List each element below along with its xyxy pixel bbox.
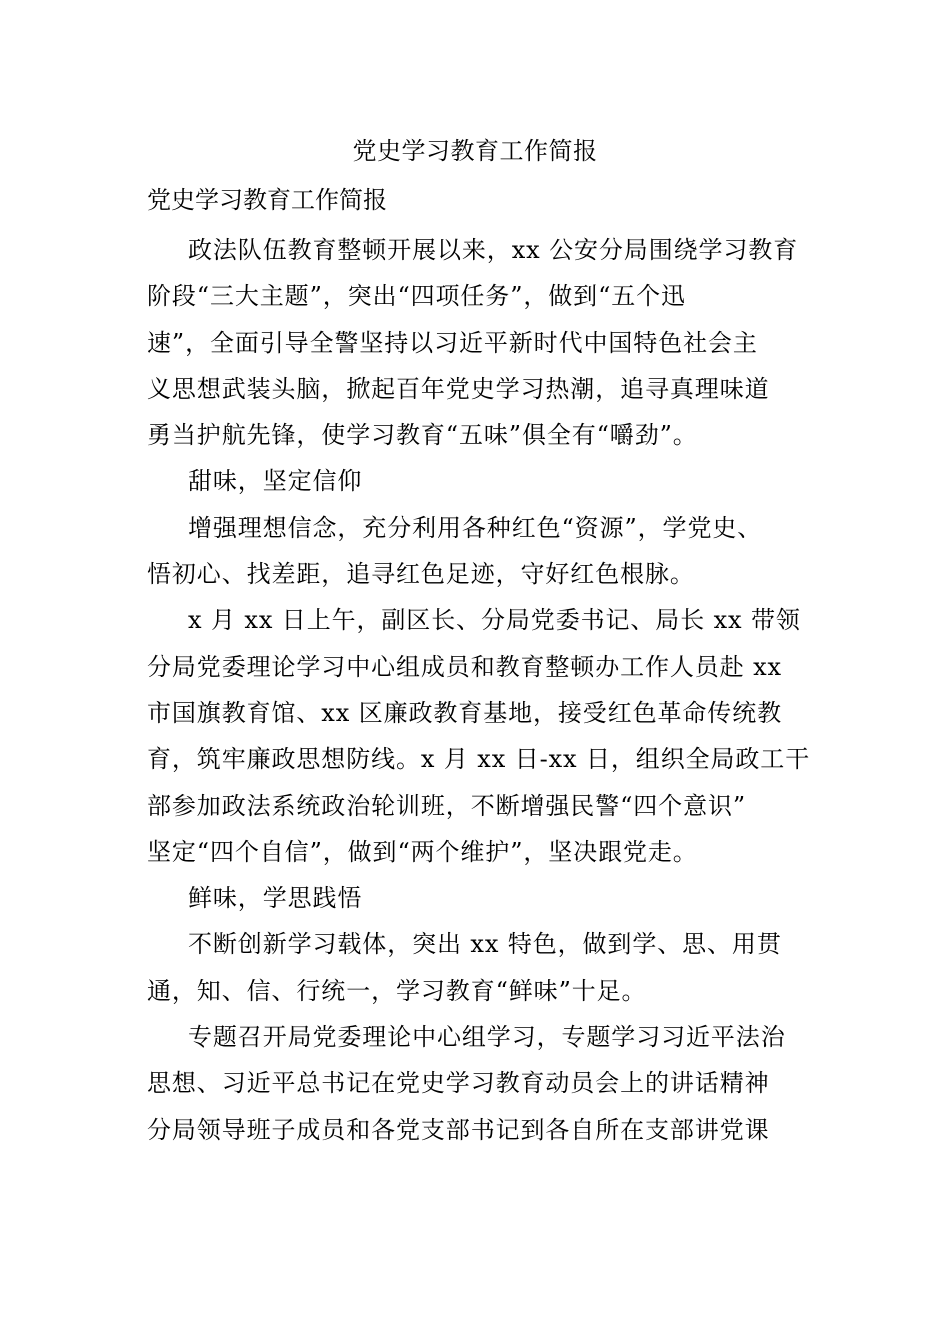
body-line: 分局领导班子成员和各党支部书记到各自所在支部讲党课 (147, 1115, 770, 1144)
body-line: 坚定“四个自信”，做到“两个维护”，坚决跟党走。 (147, 837, 698, 866)
body-line: 育，筑牢廉政思想防线。x 月 xx 日-xx 日，组织全局政工干 (147, 745, 811, 774)
body-line: 甜味，坚定信仰 (188, 467, 363, 496)
document-subtitle: 党史学习教育工作简报 (147, 186, 387, 214)
body-line: 悟初心、找差距，追寻红色足迹，守好红色根脉。 (147, 560, 695, 589)
body-line: 勇当护航先锋，使学习教育“五味”俱全有“嚼劲”。 (147, 421, 698, 450)
document-body (147, 230, 812, 1156)
body-line: 增强理想信念，充分利用各种红色“资源”，学党史、 (188, 513, 763, 542)
document-title: 党史学习教育工作简报 (352, 137, 598, 165)
body-line: x 月 xx 日上午，副区长、分局党委书记、局长 xx 带领 (188, 606, 801, 635)
body-line: 思想、习近平总书记在党史学习教育动员会上的讲话精神 (147, 1069, 770, 1098)
body-line: 不断创新学习载体，突出 xx 特色，做到学、思、用贯 (188, 930, 782, 959)
body-line: 部参加政法系统政治轮训班，不断增强民警“四个意识” (147, 791, 747, 820)
body-line: 分局党委理论学习中心组成员和教育整顿办工作人员赴 xx (147, 652, 782, 681)
body-line: 通，知、信、行统一，学习教育“鲜味”十足。 (147, 976, 647, 1005)
body-line: 鲜味，学思践悟 (188, 884, 363, 913)
body-line: 速”，全面引导全警坚持以习近平新时代中国特色社会主 (147, 328, 758, 357)
body-line: 义思想武装头脑，掀起百年党史学习热潮，追寻真理味道 (147, 374, 770, 403)
body-line: 阶段“三大主题”，突出“四项任务”，做到“五个迅 (147, 282, 686, 311)
body-line: 专题召开局党委理论中心组学习，专题学习习近平法治 (188, 1023, 786, 1052)
body-line: 市国旗教育馆、xx 区廉政教育基地，接受红色革命传统教 (147, 698, 782, 727)
body-line: 政法队伍教育整顿开展以来，xx 公安分局围绕学习教育 (188, 236, 799, 264)
